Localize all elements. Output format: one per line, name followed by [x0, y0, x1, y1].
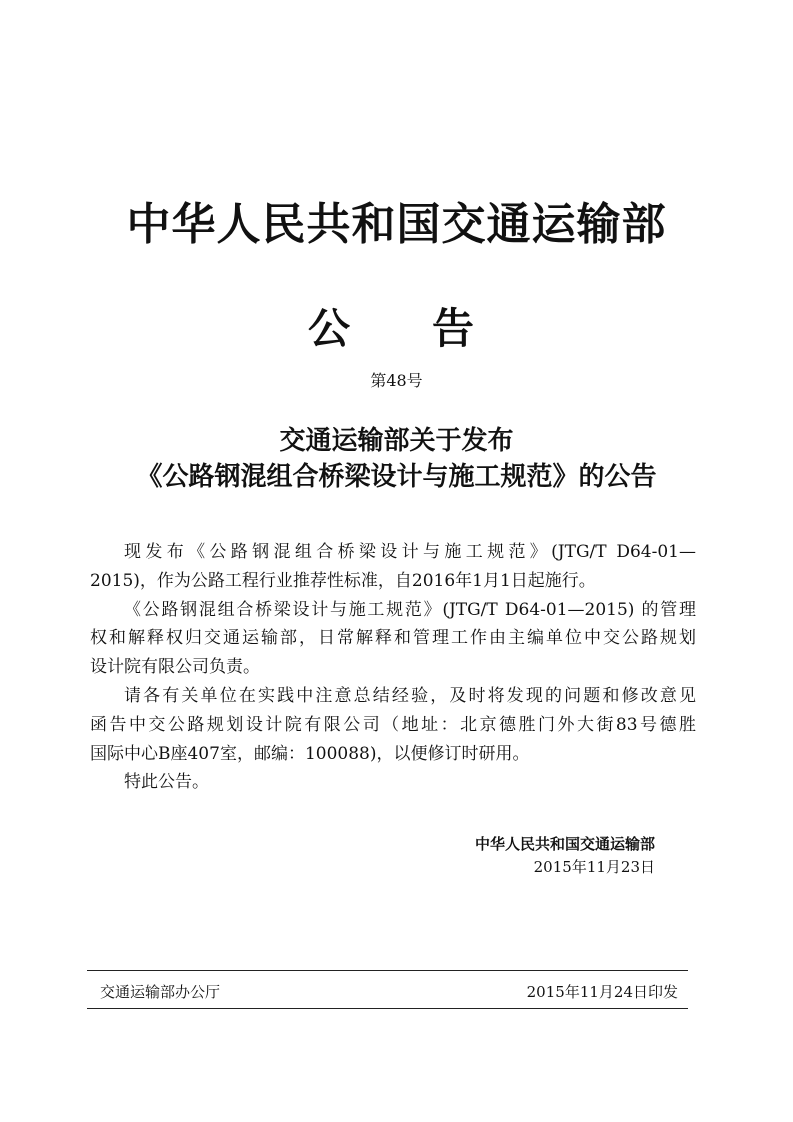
footer-rule-bottom [87, 1008, 688, 1009]
notice-number: 第48号 [370, 371, 423, 390]
notice-body [90, 538, 696, 797]
signature-org: 中华人民共和国交通运输部 [474, 835, 655, 853]
heading-line-1: 交通运输部关于发布 [279, 426, 514, 456]
body-line: 现发布《公路钢混组合桥梁设计与施工规范》(JTG/T D64-01— [124, 542, 696, 562]
body-line: 设计院有限公司负责。 [90, 657, 260, 678]
body-line: 请各有关单位在实践中注意总结经验，及时将发现的问题和修改意见 [124, 685, 696, 706]
heading-line-2: 《公路钢混组合桥梁设计与施工规范》的公告 [136, 462, 657, 492]
body-line: 《公路钢混组合桥梁设计与施工规范》(JTG/T D64-01—2015) 的管理 [124, 599, 696, 620]
paragraph-2 [90, 596, 696, 682]
body-line: 国际中心B座407室，邮编：100088)，以便修订时研用。 [90, 743, 530, 764]
paragraph-4 [90, 768, 696, 797]
signature-date: 2015年11月23日 [533, 858, 655, 876]
doc-type-char-2: 告 [432, 304, 475, 353]
paragraph-3 [90, 682, 696, 768]
body-line: 函告中交公路规划设计院有限公司（地址：北京德胜门外大街83号德胜 [90, 714, 696, 735]
footer-print-date: 2015年11月24日印发 [526, 983, 678, 1001]
issuer-title: 中华人民共和国交通运输部 [126, 199, 667, 250]
body-line: 特此公告。 [124, 772, 209, 793]
footer-office: 交通运输部办公厅 [100, 983, 221, 1001]
body-line: 权和解释权归交通运输部，日常解释和管理工作由主编单位中交公路规划 [90, 628, 696, 649]
doc-type-char-1: 公 [308, 304, 351, 353]
footer-rule-top [87, 970, 688, 971]
body-line: 2015)，作为公路工程行业推荐性标准，自2016年1月1日起施行。 [90, 570, 596, 591]
paragraph-1 [90, 538, 696, 596]
